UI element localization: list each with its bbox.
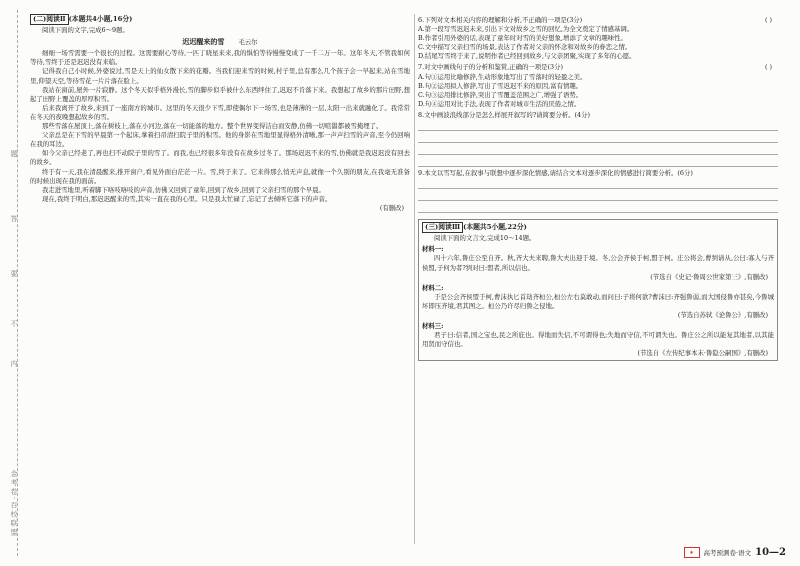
answer-line[interactable] [418,156,778,167]
article-para-10: 现在,我终于明白,那迟迟醒来的雪,其实一直在我的心里。只是我太忙碌了,忘记了去倾听它落下的声音。 [42,194,332,203]
answer-line[interactable] [418,120,778,131]
article-para-8: 终于有一天,我在清晨醒来,推开窗户,看见外面白茫茫一片。雪,终于来了。它来得那么悄无声息,就像一个久别的朋友,在我毫无准备的时候出现在我的面前。 [30,167,410,185]
article-para-9: 我走进雪地里,听着脚下咯吱咯吱的声音,仿佛又回到了童年,回到了故乡,回到了父亲扫雪的那个早晨。 [42,185,325,194]
left-column [30,14,410,213]
question-6: 6.下列对文本相关内容的理解和分析,不正确的一项是(3分) ( ) A.第一段写雪迟迟未来,引出下文对故乡之雪的回忆,为全文奠定了情感基调。 B.作者引用外婆的话,表现了童年时对雪的美好想象,增添了文章的趣味性。 C.文中描写父亲扫雪的场景,表达了作者对父亲的怀念和对故乡的眷恋之情。 D.结尾写雪终于来了,说明作者已经回到故乡,与父亲团聚,实现了多年的心愿。 [418,16,772,61]
answer-line[interactable] [418,132,778,143]
section-2-heading: (二)阅读Ⅱ (本题共4小题,16分) [30,14,410,25]
article-para-1: 细细一场雪需要一个很长的过程。这需要耐心等待,一匹丁晓星来来,我的惧怕等待慢慢变成了一千二万一年。这年冬天,不管我如何等待,雪终于还是迟迟没有来临。 [30,49,410,67]
answer-line[interactable] [418,144,778,155]
section-3-heading: (三)阅读Ⅲ (本题共5小题,22分) [422,222,774,233]
binding-mark-5: 内 [10,360,18,369]
binding-strip [0,0,26,566]
binding-school: 金考卷·百校联盟 [10,470,18,538]
article-credit: (有删改) [379,203,404,212]
page-number: 10—2 [755,547,786,558]
article-para-5: 那些雪落在屋顶上,落在树枝上,落在小河边,落在一切能落的地方。整个世界变得洁白而安静,仿佛一切喧嚣都被雪掩埋了。 [42,122,383,131]
answer-line[interactable] [418,178,778,189]
section-3: (三)阅读Ⅲ (本题共5小题,22分) 阅读下面的文言文,完成10～14题。 材料一: 四十六年,鲁庄公至自齐。秋,齐大夫来聘,鲁大夫出迎于境。冬,公会齐侯于柯,盟于柯。庄公将会,曹刿请从,公曰:寡人与齐侯盟,子何为者?刿对曰:盟者,所以信也。 (节选自《史记·鲁周公世家第三》,有删改) 材料二: 于是公会齐侯盟于柯,曹沫执匕首劫齐桓公,桓公左右莫敢动,而问曰:子将何欲?曹沫曰:齐强鲁弱,而大国侵鲁亦甚矣,今鲁城坏即压齐境,君其图之。桓公乃许尽归鲁之侵地。 (节选自苏轼《论鲁公》,有删改) 材料三: 君子曰:信者,国之宝也,民之所庇也。得地而失信,不可谓得也;失地而守信,不可谓失也。鲁庄公之所以能复其地者,以其能用贤而守信也。 (节选自《左传纪事本末·鲁隐公嗣国》,有删改) [418,219,778,361]
binding-mark-3: 要 [10,270,18,279]
answer-line[interactable] [418,190,778,201]
answer-line[interactable] [418,202,778,213]
article-title: 迟迟醒来的雪 毛云尔 [182,37,258,47]
page-footer [684,547,786,558]
question-8: 8.文中画波浪线部分是怎么样展开叙写的?请简要分析。(4分) [418,111,778,167]
right-column [418,14,778,361]
binding-mark-1: 题 [10,150,18,159]
article-para-7: 如今父亲已经老了,再也扫不动院子里的雪了。而我,也已经很多年没有在故乡过冬了。那场迟迟不来的雪,仿佛就是我迟迟没有回去的故乡。 [30,149,410,167]
article-para-3: 我站在窗前,屋外一片寂静。这个冬天似乎格外漫长,雪的脚步似乎被什么东西绊住了,迟迟不肯落下来。我想起了故乡的那片田野,想起了田野上覆盖的厚厚积雪。 [30,85,410,103]
footer-label: 高考预测卷·语文 [703,549,752,557]
question-7: 7.对文中画线句子的分析和鉴赏,正确的一项是(3分) ( ) A.句①运用比喻修辞,生动形象地写出了雪落时的轻盈之美。 B.句②运用拟人修辞,写出了雪迟迟不来的原因,富有情趣。 C.句③运用排比修辞,突出了雪覆盖范围之广,增强了语势。 D.句④运用对比手法,表现了作者对城市生活的厌倦之情。 [418,63,772,108]
article-para-6: 父亲总是在下雪的早晨第一个起床,拿着扫帚清扫院子里的积雪。他的身影在雪地里显得格外清晰,那一声声扫雪的声音,至今仍回响在我的耳边。 [30,131,410,149]
question-9: 9.本文以雪写起,在叙事与联想中逐步深化情感,请结合文本对逐步深化的情感进行简要分析。(6分) [418,169,778,213]
publisher-logo-icon: ★ [684,547,700,558]
section-2-instruction: 阅读下面的文字,完成6～9题。 [42,26,129,35]
article-para-2: 记得我自己小时候,外婆说过,雪是天上的仙女散下来的花瓣。当我们迎来雪的时候,村子里,总有那么几个孩子会一早起来,站在雪地里,仰望天空,等待雪花一片片落在脸上。 [30,67,410,85]
binding-mark-2: 答 [10,215,18,224]
article-para-4: 后来我离开了故乡,来到了一座南方的城市。这里的冬天很少下雪,即使偶尔下一场雪,也是薄薄的一层,太阳一出来就融化了。我常常在冬天的夜晚想起故乡的雪。 [30,103,410,121]
binding-mark-4: 不 [10,320,18,329]
